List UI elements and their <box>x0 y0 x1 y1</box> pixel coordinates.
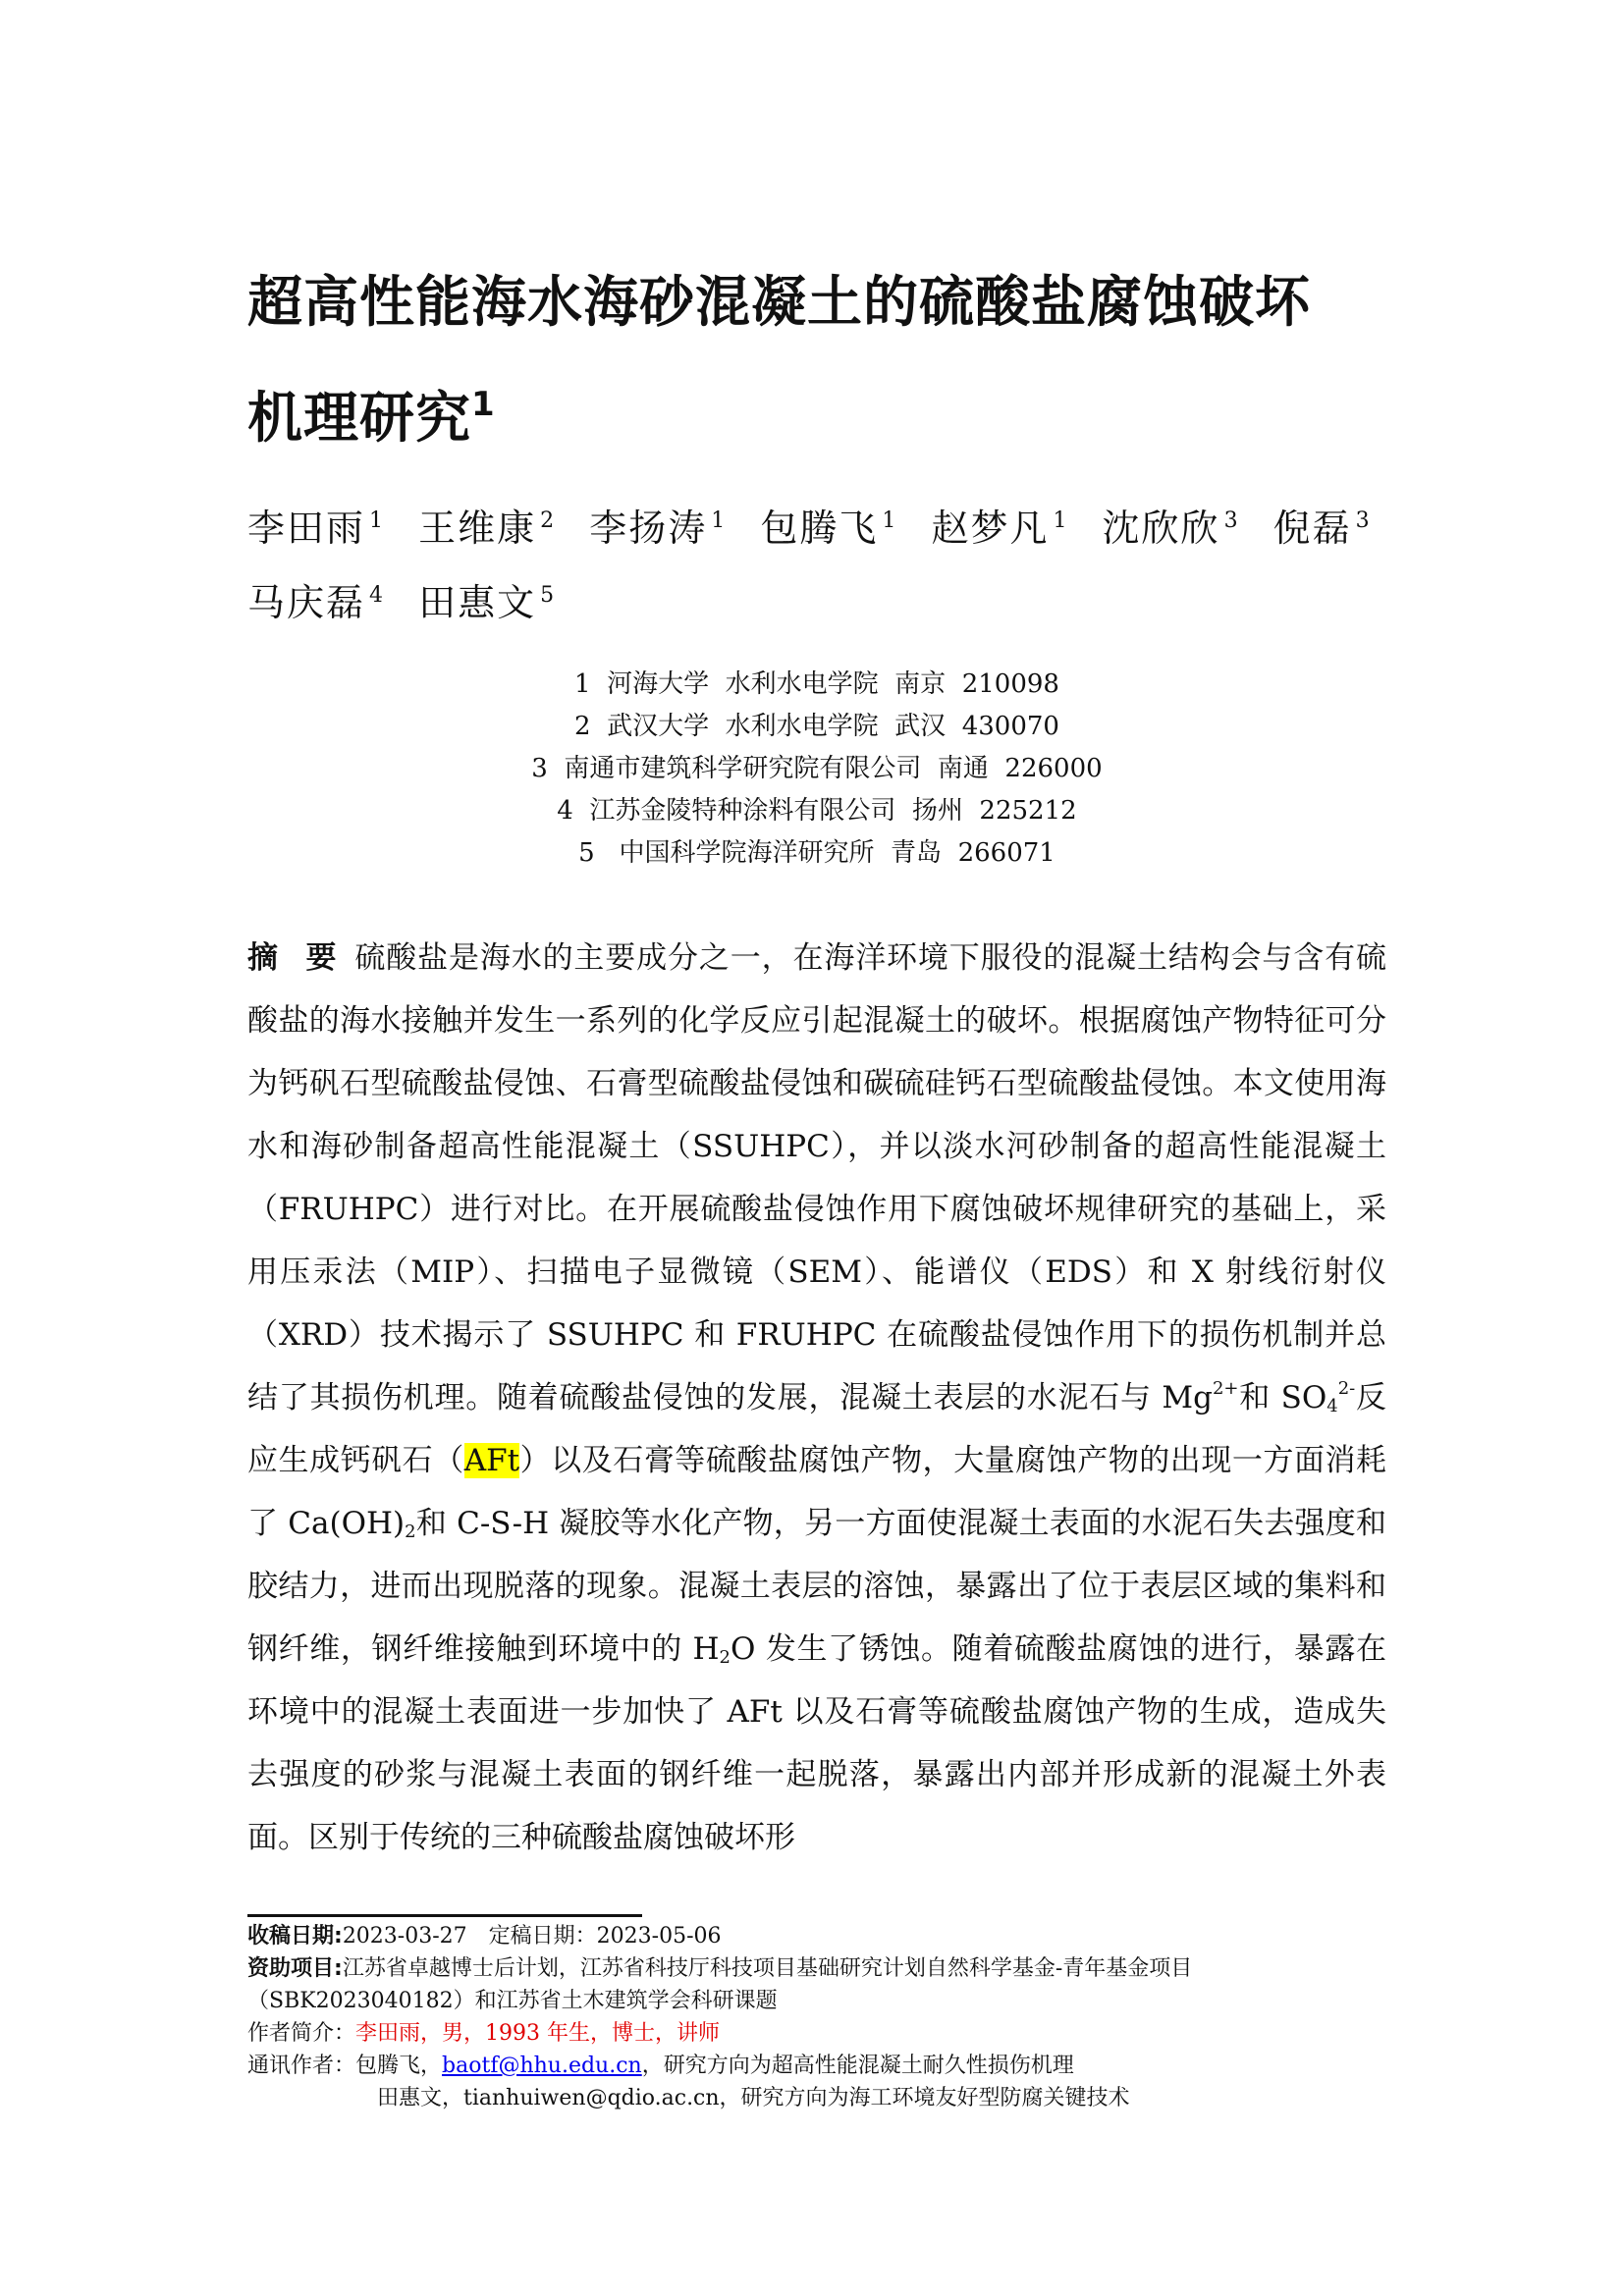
footnote-corresponding-2 <box>247 2082 1406 2114</box>
author-4 <box>760 507 897 550</box>
received-date: 2023-03-27 <box>342 1924 467 1949</box>
author-affiliation-mark: 3 <box>1223 508 1240 533</box>
author-6 <box>1103 507 1240 550</box>
corresponding-label: 通讯作者： <box>247 2054 356 2078</box>
bio-text: 李田雨，男，1993 年生，博士，讲师 <box>355 2021 720 2046</box>
author-affiliation-mark: 3 <box>1355 508 1372 533</box>
author-name: 田惠文 <box>418 581 537 624</box>
author-affiliation-mark: 1 <box>369 508 386 533</box>
corresponding-1-name: 包腾飞， <box>355 2054 443 2078</box>
sulfate-subscript: 4 <box>1326 1396 1338 1416</box>
footnote-divider <box>247 1914 642 1917</box>
footnote-funding-continued: （SBK2023040182）和江苏省土木建筑学会科研课题 <box>247 1989 778 2013</box>
received-label: 收稿日期: <box>247 1924 343 1949</box>
abstract-text-3: 反应生成钙矾石（ <box>247 1380 1386 1478</box>
author-2 <box>418 507 556 550</box>
footnote-author-bio <box>247 2017 1406 2050</box>
final-date: 2023-05-06 <box>596 1924 722 1949</box>
author-name: 包腾飞 <box>760 507 879 550</box>
affiliation-4: 4 江苏金陵特种涂料有限公司 扬州 225212 <box>557 796 1077 826</box>
water-subscript: 2 <box>719 1647 731 1668</box>
affiliation-5: 5 中国科学院海洋研究所 青岛 266071 <box>578 838 1056 868</box>
author-affiliation-mark: 1 <box>882 508 898 533</box>
affiliation-3: 3 南通市建筑科学研究院有限公司 南通 226000 <box>531 754 1103 783</box>
title-line-2: 机理研究 <box>247 387 471 451</box>
affiliation-list <box>247 664 1386 875</box>
abstract-text-1: 硫酸盐是海水的主要成分之一，在海洋环境下服役的混凝土结构会与含有硫酸盐的海水接触并发生一系列的化学反应引起混凝土的破坏。根据腐蚀产物特征可分为钙矾石型硫酸盐侵蚀、石膏型硫酸盐侵蚀和碳硫硅钙石型硫酸盐侵蚀。本文使用海水和海砂制备超高性能混凝土（SSUHPC），并以淡水河砂制备的超高性能混凝土（FRUHPC）进行对比。在开展硫酸盐侵蚀作用下腐蚀破坏规律研究的基础上，采用压汞法（MIP）、扫描电子显微镜（SEM）、能谱仪（EDS）和 X 射线衍射仪（XRD）技术揭示了 SSUHPC 和 FRUHPC 在硫酸盐侵蚀作用下的损伤机制并总结了其损伤机理。随着硫酸盐侵蚀的发展，混凝土表层的水泥石与 Mg <box>247 940 1387 1415</box>
hydroxide-subscript: 2 <box>405 1522 416 1542</box>
abstract-text-2: 和 SO <box>1238 1380 1327 1415</box>
author-affiliation-mark: 5 <box>540 583 557 608</box>
corresponding-2-research: ，研究方向为海工环境友好型防腐关键技术 <box>719 2086 1130 2110</box>
corresponding-1-research: ，研究方向为超高性能混凝土耐久性损伤机理 <box>641 2054 1074 2078</box>
abstract-text-4: ）以及石膏等硫酸盐腐蚀产物，大量腐蚀产物的出现一方面消耗了 Ca(OH) <box>247 1443 1387 1541</box>
author-list <box>247 491 1396 640</box>
funding-label: 资助项目: <box>247 1956 343 1981</box>
author-1 <box>247 507 385 550</box>
author-affiliation-mark: 2 <box>540 508 557 533</box>
funding-line-1: 江苏省卓越博士后计划，江苏省科技厅科技项目基础研究计划自然科学基金-青年基金项目 <box>342 1956 1193 1981</box>
aft-highlight: AFt <box>463 1443 520 1478</box>
footnote-dates <box>247 1920 1406 1952</box>
final-label: 定稿日期： <box>488 1924 597 1949</box>
author-name: 赵梦凡 <box>931 507 1050 550</box>
corresponding-2-name: 田惠文， <box>377 2086 464 2110</box>
author-name: 倪磊 <box>1272 507 1352 550</box>
author-name: 沈欣欣 <box>1102 507 1220 550</box>
abstract-text-6: O 发生了锈蚀。随着硫酸盐腐蚀的进行，暴露在环境中的混凝土表面进一步加快了 AFt 以及石膏等硫酸盐腐蚀产物的生成，造成失去强度的砂浆与混凝土表面的钢纤维一起脱落，暴露出内部并形成新的混凝土外表面。区别于传统的三种硫酸盐腐蚀破坏形 <box>247 1631 1386 1855</box>
author-7 <box>1273 507 1372 550</box>
abstract-label: 摘 要 <box>247 940 346 976</box>
mg-ion-charge: 2+ <box>1212 1378 1239 1399</box>
footnotes <box>247 1920 1406 2114</box>
author-affiliation-mark: 4 <box>369 583 386 608</box>
affiliation-2: 2 武汉大学 水利水电学院 武汉 430070 <box>574 712 1059 741</box>
bio-label: 作者简介： <box>247 2021 356 2046</box>
corresponding-2-email: tianhuiwen@qdio.ac.cn <box>463 2086 720 2110</box>
footnote-funding <box>247 1952 1406 1985</box>
title-footnote-mark: 1 <box>471 385 496 424</box>
author-9 <box>418 581 556 624</box>
abstract <box>247 927 1386 1869</box>
author-name: 马庆磊 <box>247 581 366 624</box>
author-3 <box>589 507 727 550</box>
affiliation-1: 1 河海大学 水利水电学院 南京 210098 <box>574 669 1059 699</box>
author-name: 李田雨 <box>247 507 366 550</box>
author-name: 李扬涛 <box>589 507 708 550</box>
corresponding-1-email-link[interactable]: baotf@hhu.edu.cn <box>442 2054 642 2078</box>
author-8 <box>247 581 385 624</box>
author-affiliation-mark: 1 <box>1053 508 1069 533</box>
sulfate-charge: 2- <box>1337 1378 1356 1399</box>
author-5 <box>931 507 1068 550</box>
footnote-corresponding-1 <box>247 2050 1406 2082</box>
abstract-text-5: 和 C-S-H 凝胶等水化产物，另一方面使混凝土表面的水泥石失去强度和胶结力，进而出现脱落的现象。混凝土表层的溶蚀，暴露出了位于表层区域的集料和钢纤维，钢纤维接触到环境中的 H <box>247 1506 1386 1667</box>
paper-title <box>247 245 1386 477</box>
author-affiliation-mark: 1 <box>711 508 728 533</box>
title-line-1: 超高性能海水海砂混凝土的硫酸盐腐蚀破坏 <box>247 271 1311 335</box>
author-name: 王维康 <box>418 507 537 550</box>
